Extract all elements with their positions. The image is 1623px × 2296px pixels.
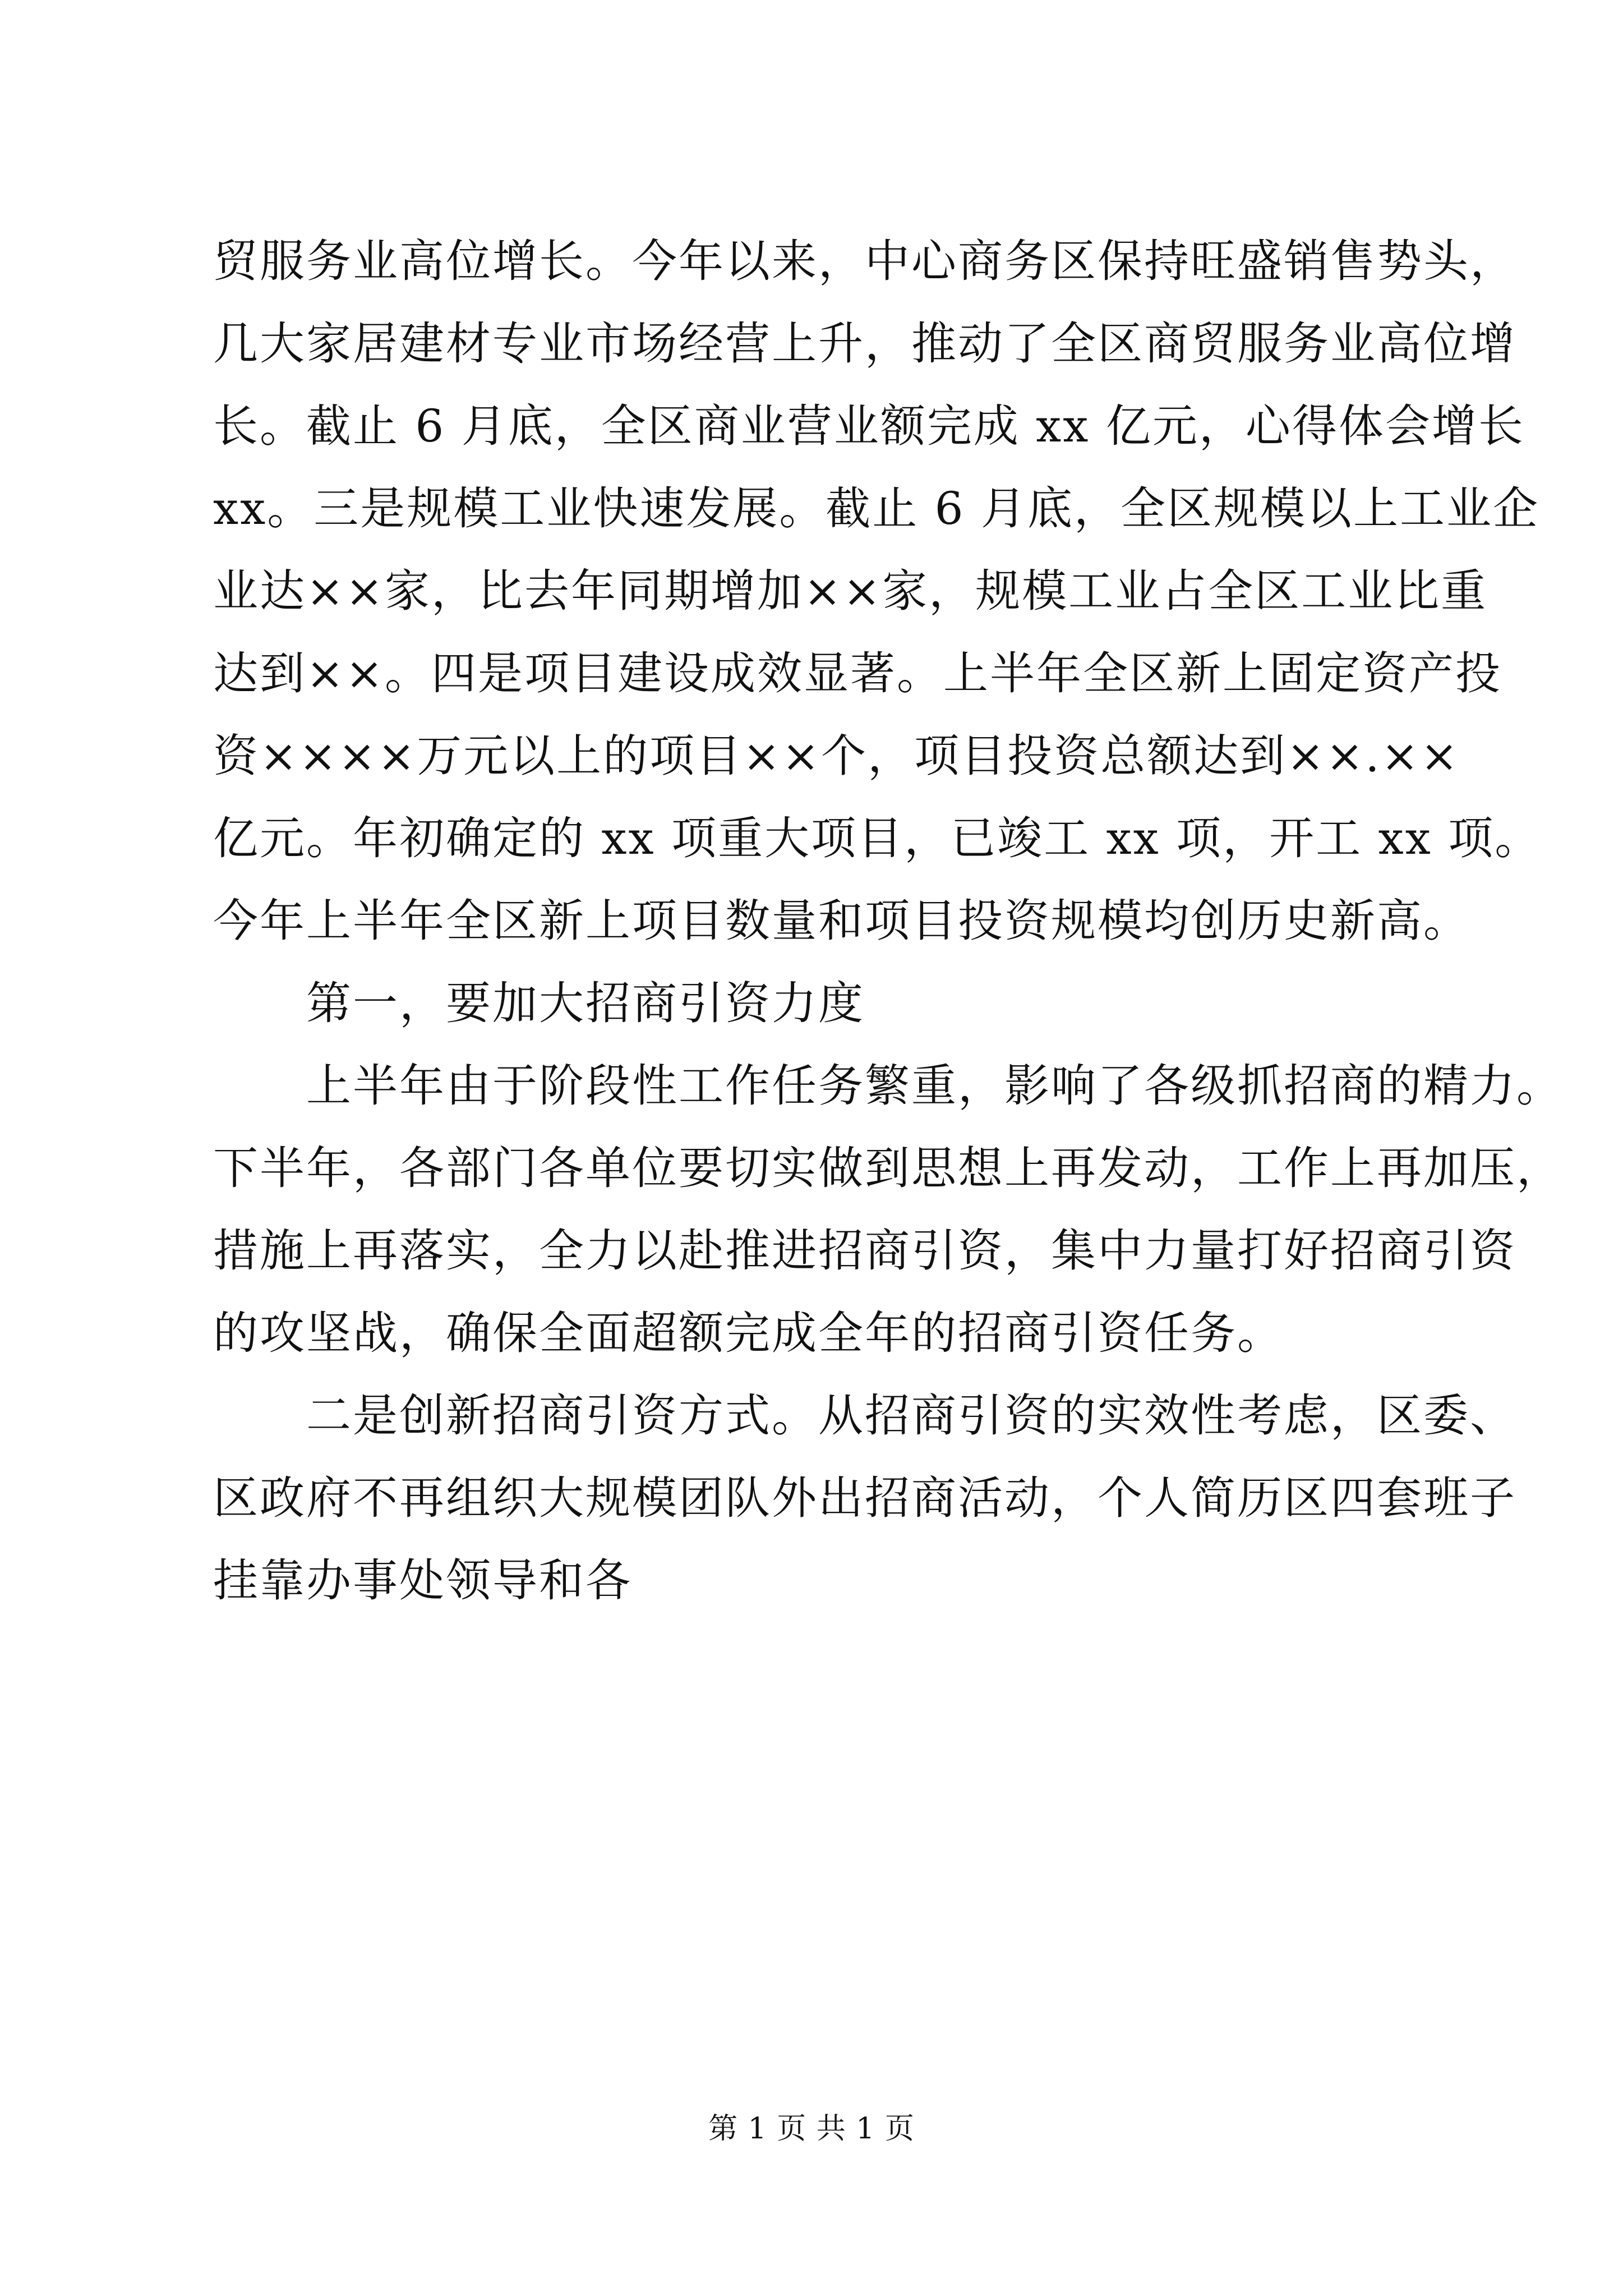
text-line: 下半年，各部门各单位要切实做到思想上再发动，工作上再加压， <box>213 1142 1563 1194</box>
text-line: 今年上半年全区新上项目数量和项目投资规模均创历史新高。 <box>213 895 1470 947</box>
text-line: 区政府不再组织大规模团队外出招商活动，个人简历区四套班子 <box>213 1472 1516 1524</box>
page-footer: 第 1 页 共 1 页 <box>708 2112 915 2146</box>
text-line: xx。三是规模工业快速发展。截止 6 月底，全区规模以上工业企 <box>213 482 1539 535</box>
text-line: 达到××。四是项目建设成效显著。上半年全区新上固定资产投 <box>213 647 1502 700</box>
text-line: 贸服务业高位增长。今年以来，中心商务区保持旺盛销售势头， <box>213 235 1516 287</box>
body-text <box>213 220 1563 1622</box>
text-line: 几大家居建材专业市场经营上升，推动了全区商贸服务业高位增 <box>213 318 1516 370</box>
text-line: 业达××家，比去年同期增加××家，规模工业占全区工业比重 <box>213 565 1488 617</box>
text-line: 上半年由于阶段性工作任务繁重，影响了各级抓招商的精力。 <box>213 1060 1563 1112</box>
text-line: 资××××万元以上的项目××个，项目投资总额达到××.×× <box>213 730 1460 782</box>
text-line: 措施上再落实，全力以赴推进招商引资，集中力量打好招商引资 <box>213 1225 1516 1277</box>
text-line: 的攻坚战，确保全面超额完成全年的招商引资任务。 <box>213 1307 1284 1359</box>
text-line: 长。截止 6 月底，全区商业营业额完成 xx 亿元，心得体会增长 <box>213 400 1525 452</box>
text-line: 二是创新招商引资方式。从招商引资的实效性考虑，区委、 <box>213 1389 1516 1442</box>
section-heading: 第一，要加大招商引资力度 <box>213 977 865 1029</box>
text-line: 亿元。年初确定的 xx 项重大项目，已竣工 xx 项，开工 xx 项。 <box>213 812 1542 864</box>
text-line: 挂靠办事处领导和各 <box>213 1554 632 1607</box>
